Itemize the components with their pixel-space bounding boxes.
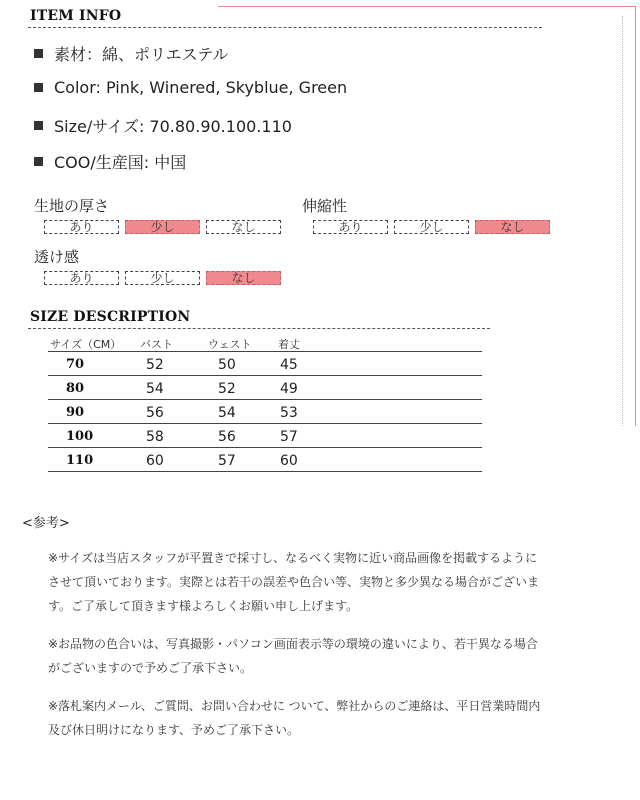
table-row-length: 57 [280, 429, 298, 445]
table-row-bust: 56 [146, 405, 164, 421]
transparency-option-ari: あり [44, 271, 119, 285]
reference-title: <参考> [22, 516, 70, 531]
bullet-text: Color: Pink, Winered, Skyblue, Green [54, 78, 348, 97]
frame-right-line [635, 6, 636, 426]
table-row-bust: 58 [146, 429, 164, 445]
table-row-bust: 52 [146, 357, 164, 373]
stretch-options [313, 220, 556, 234]
bullet-square-icon [34, 49, 43, 58]
bullet-size [34, 114, 292, 137]
header-size: サイズ（CM） [50, 338, 122, 351]
transparency-options [44, 271, 287, 285]
table-row-waist: 54 [218, 405, 236, 421]
bullet-text: 素材：綿、ポリエステル [54, 45, 229, 64]
table-row-waist: 50 [218, 357, 236, 373]
transparency-option-nashi: なし [206, 271, 281, 285]
table-row-size: 80 [66, 381, 85, 396]
table-header-line [48, 351, 482, 352]
size-description-divider [28, 328, 490, 329]
bullet-square-icon [34, 121, 43, 130]
reference-note-3: ※落札案内メール、ご質問、お問い合わせに ついて、弊社からのご連絡は、平日営業時間内及び休日明けになります、予めご了承下さい。 [48, 699, 541, 737]
thickness-option-ari: あり [44, 220, 119, 234]
table-row-waist: 57 [218, 453, 236, 469]
size-description-title: SIZE DESCRIPTION [30, 309, 191, 325]
table-row-size: 90 [66, 405, 85, 420]
reference-note-2: ※お品物の色合いは、写真撮影・パソコン画面表示等の環境の違いにより、若干異なる場合がございますので予めご了承下さい。 [48, 637, 538, 675]
bullet-coo [34, 150, 186, 173]
table-row-bust: 54 [146, 381, 164, 397]
table-row-waist: 52 [218, 381, 236, 397]
bullet-text: COO/生産国: 中国 [54, 153, 187, 172]
stretch-label: 伸縮性 [302, 197, 348, 215]
item-info-title: ITEM INFO [30, 8, 122, 24]
transparency-option-sukoshi: 少し [125, 271, 200, 285]
table-row-line [48, 375, 482, 376]
table-row-size: 70 [66, 357, 85, 372]
table-row-size: 110 [66, 453, 94, 468]
thickness-option-sukoshi: 少し [125, 220, 200, 234]
bullet-text: Size/サイズ: 70.80.90.100.110 [54, 117, 292, 136]
stretch-option-sukoshi: 少し [394, 220, 469, 234]
table-row-line [48, 471, 482, 472]
bullet-square-icon [34, 83, 43, 92]
stretch-option-nashi: なし [475, 220, 550, 234]
header-length: 着丈 [278, 338, 300, 351]
thickness-options [44, 220, 287, 234]
table-row-size: 100 [66, 429, 94, 444]
thickness-option-nashi: なし [206, 220, 281, 234]
table-row-length: 53 [280, 405, 298, 421]
header-waist: ウェスト [208, 338, 252, 351]
table-row-line [48, 447, 482, 448]
table-row-line [48, 423, 482, 424]
table-row-length: 60 [280, 453, 298, 469]
item-info-divider [28, 27, 542, 28]
table-row-length: 45 [280, 357, 298, 373]
table-row-length: 49 [280, 381, 298, 397]
frame-dotted-line [622, 16, 623, 426]
transparency-label: 透け感 [34, 248, 80, 266]
table-row-waist: 56 [218, 429, 236, 445]
bullet-material [34, 42, 229, 65]
table-row-bust: 60 [146, 453, 164, 469]
bullet-color [34, 78, 347, 97]
stretch-option-ari: あり [313, 220, 388, 234]
header-bust: バスト [140, 338, 173, 351]
thickness-label: 生地の厚さ [34, 197, 110, 215]
table-row-line [48, 399, 482, 400]
bullet-square-icon [34, 157, 43, 166]
frame-top-line [218, 6, 636, 7]
reference-note-1: ※サイズは当店スタッフが平置きで採寸し、なるべく実物に近い商品画像を掲載するようにさせて頂いております。実際とは若干の誤差や色合い等、実物と多少異なる場合がございます。ご了承して頂きます様よろしくお願い申し上げます。 [48, 551, 540, 613]
